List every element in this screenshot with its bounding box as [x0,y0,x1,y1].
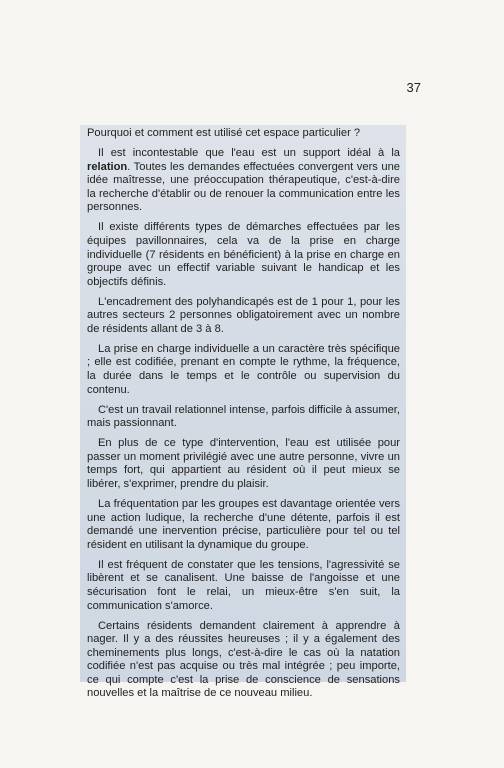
paragraph-groupes: La fréquentation par les groupes est davantage orientée vers une action ludique, la recherche d'une détente, parfois il est demandé une inervention précise, particulière pour tel ou tel résident en utilisant la dynamique du groupe. [87,497,400,551]
paragraph-intervention: En plus de ce type d'intervention, l'eau est utilisée pour passer un moment privilégié avec une autre personne, vivre un temps fort, qui appartient au résident où il peut mieux se libérer, s'exprimer, prendre du plaisir. [87,437,400,490]
paragraph-tensions: Il est fréquent de constater que les tensions, l'agressivité se libèrent et se canalisent. Une baisse de l'angoisse et une sécurisation font le relai, un mieux-être s'en suit, la communication s'amorce. [87,558,400,612]
paragraph-demarches: Il existe différents types de démarches effectuées par les équipes pavillonnaires, cela va de la prise en charge individuelle (7 résidents en bénéficient) à la prise en charge en groupe avec un effectif variable suivant le handicap et les objectifs définis. [87,221,400,288]
paragraph-question: Pourquoi et comment est utilisé cet espace particulier ? [87,127,361,139]
body-text [87,127,400,707]
paragraph-text: . Toutes les demandes effectuées convergent vers une idée maîtresse, une préoccupation thérapeutique, c'est-à-dire la recherche d'établir ou de renouer la communication entre les personnes. [87,160,400,214]
paragraph-prise-en-charge: La prise en charge individuelle a un caractère très spécifique ; elle est codifiée, prenant en compte le rythme, la fréquence, la durée dans le temps et le contrôle ou supervision du contenu. [87,342,400,396]
paragraph-text: Il est incontestable que l'eau est un support idéal à la [98,146,400,159]
paragraph-relation [87,147,400,215]
bold-term: relation [87,160,128,173]
paragraph-encadrement: L'encadrement des polyhandicapés est de 1 pour 1, pour les autres secteurs 2 personnes obligatoirement avec un nombre de résidents allant de 3 à 8. [87,295,400,335]
page-number: 37 [406,80,421,95]
paragraph-travail: C'est un travail relationnel intense, parfois difficile à assumer, mais passionnant. [87,403,400,430]
paragraph-nager: Certains résidents demandent clairement à apprendre à nager. Il y a des réussites heureuses ; il y a également des cheminements plus longs, c'est-à-dire le cas où la natation codifiée n'est pas acquise ou très mal intégrée ; peu importe, ce qui compte c'est la prise de conscience de sensations nouvelles et la maîtrise de ce nouveau milieu. [87,619,400,700]
